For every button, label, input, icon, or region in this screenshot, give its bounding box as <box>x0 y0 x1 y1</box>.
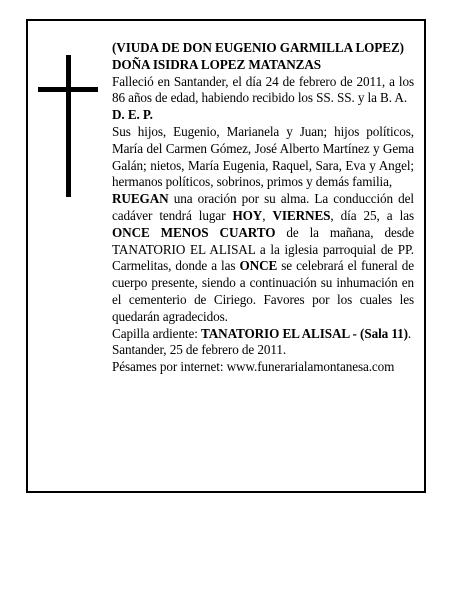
cross-horizontal-bar <box>38 87 98 92</box>
chapel-label: Capilla ardiente: <box>112 325 202 341</box>
family-paragraph: Sus hijos, Eugenio, Marianela y Juan; hijos políticos, María del Carmen Gómez, José Alberto Martínez y Gema Galán; nietos, María Eugenia, Raquel, Sara, Eva y Angel; hermanos políticos, sobrinos, primos y demás familia, <box>112 123 414 190</box>
condolences-line: Pésames por internet: www.funerarialamontanesa.com <box>112 359 395 375</box>
chapel-line <box>112 326 414 343</box>
funeral-text-3: , día 25, a las <box>330 207 414 223</box>
chapel-end: . <box>407 325 412 341</box>
chapel-place: TANATORIO EL ALISAL - (Sala 11) <box>201 325 408 341</box>
dep-line: D. E. P. <box>112 107 153 123</box>
obituary-text <box>112 40 414 376</box>
cross-vertical-bar <box>66 55 71 197</box>
once-text: ONCE <box>239 258 278 274</box>
funeral-text-5: se celebrará el funeral de cuerpo presente, siendo a continuación su inhumación en el cementerio de Ciriego. Favores por los cuales les quedarán agradecidos. <box>112 258 414 324</box>
date-line: Santander, 25 de febrero de 2011. <box>112 342 287 358</box>
death-paragraph: Falleció en Santander, el día 24 de febrero de 2011, a los 86 años de edad, habiendo recibido los SS. SS. y la B. A. <box>112 73 414 106</box>
ruegan-text: RUEGAN <box>112 191 169 207</box>
funeral-text-1: una oración por su alma. La conducción del cadáver tendrá lugar <box>112 191 414 223</box>
funeral-text-2: , <box>262 207 273 223</box>
cross-icon <box>38 55 98 197</box>
funeral-text-4: de la mañana, desde TANATORIO EL ALISAL a la iglesia parroquial de PP. Carmelitas, donde a las <box>112 224 414 274</box>
funeral-paragraph <box>112 191 414 325</box>
hoy-text: HOY <box>232 207 263 223</box>
deceased-name: DOÑA ISIDRA LOPEZ MATANZAS <box>112 56 322 72</box>
widow-line: (VIUDA DE DON EUGENIO GARMILLA LOPEZ) <box>112 40 404 55</box>
once-menos-cuarto-text: ONCE MENOS CUARTO <box>112 224 276 240</box>
viernes-text: VIERNES <box>272 207 331 223</box>
